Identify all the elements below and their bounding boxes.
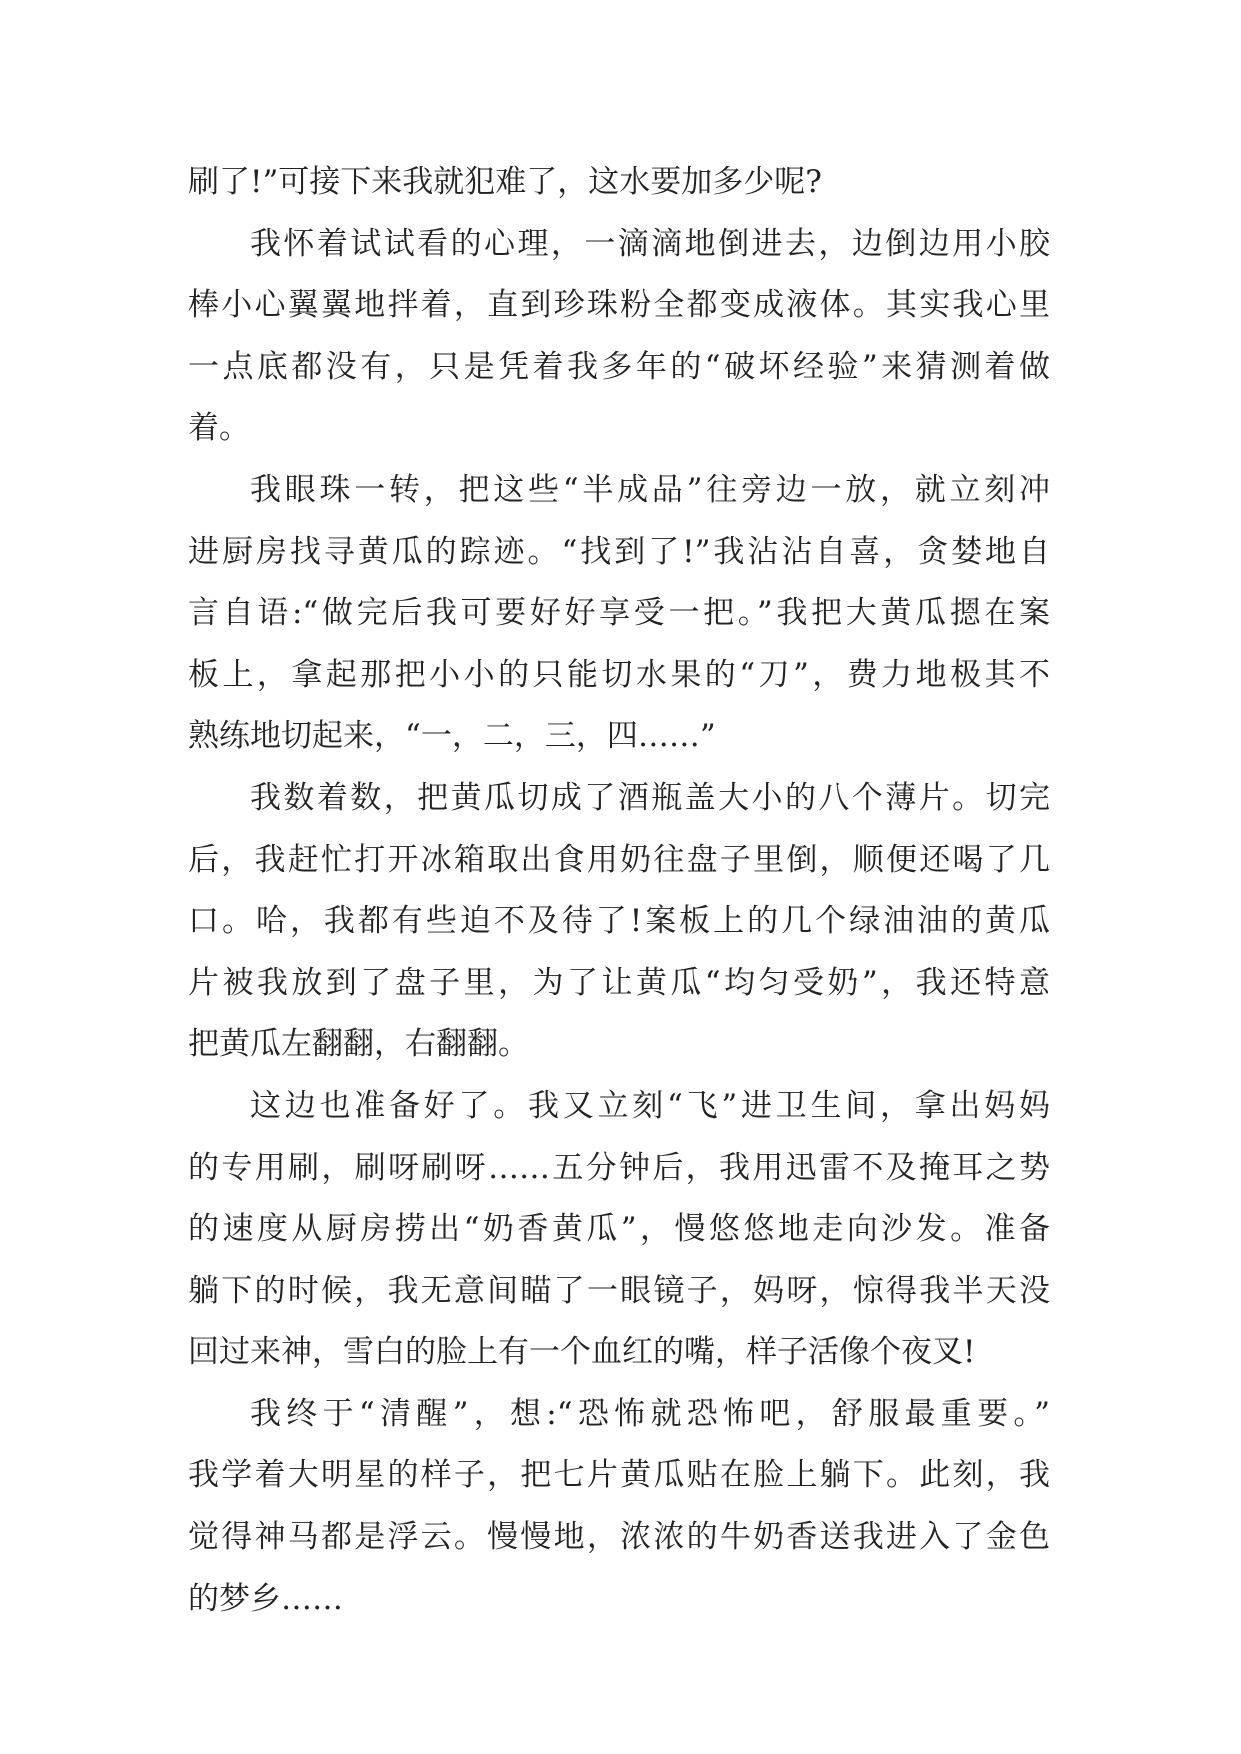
text-line: 我眼珠一转，把这些“半成品”往旁边一放，就立刻冲 <box>250 471 1050 508</box>
text-line: 躺下的时候，我无意间瞄了一眼镜子，妈呀，惊得我半天没 <box>188 1272 1050 1309</box>
text-line: 棒小心翼翼地拌着，直到珍珠粉全都变成液体。其实我心里 <box>188 287 1050 324</box>
text-line: 觉得神马都是浮云。慢慢地，浓浓的牛奶香送我进入了金色 <box>188 1519 1050 1556</box>
text-line: 熟练地切起来，“一，二，三，四……” <box>188 718 716 755</box>
text-line: 片被我放到了盘子里，为了让黄瓜“均匀受奶”，我还特意 <box>188 964 1050 1001</box>
text-line: 刷了!”可接下来我就犯难了，这水要加多少呢? <box>188 164 822 200</box>
text-line: 口。哈，我都有些迫不及待了!案板上的几个绿油油的黄瓜 <box>188 903 1050 940</box>
text-line: 我终于“清醒”，想:“恐怖就恐怖吧，舒服最重要。” <box>250 1395 1050 1432</box>
text-line: 一点底都没有，只是凭着我多年的“破坏经验”来猜测着做 <box>188 348 1050 385</box>
text-line: 着。 <box>188 410 250 447</box>
text-line: 我怀着试试看的心理，一滴滴地倒进去，边倒边用小胶 <box>250 225 1050 262</box>
body-text <box>188 152 1050 1630</box>
text-line: 这边也准备好了。我又立刻“飞”进卫生间，拿出妈妈 <box>250 1087 1050 1124</box>
text-line: 我学着大明星的样子，把七片黄瓜贴在脸上躺下。此刻，我 <box>188 1457 1050 1494</box>
text-line: 后，我赶忙打开冰箱取出食用奶往盘子里倒，顺便还喝了几 <box>188 841 1050 878</box>
text-line: 的梦乡…… <box>188 1580 343 1617</box>
text-line: 言自语:“做完后我可要好好享受一把。”我把大黄瓜摁在案 <box>188 595 1050 632</box>
text-line: 进厨房找寻黄瓜的踪迹。“找到了!”我沾沾自喜，贪婪地自 <box>188 533 1050 570</box>
text-line: 的速度从厨房捞出“奶香黄瓜”，慢悠悠地走向沙发。准备 <box>188 1211 1050 1248</box>
text-line: 回过来神，雪白的脸上有一个血红的嘴，样子活像个夜叉! <box>188 1334 976 1371</box>
text-line: 我数着数，把黄瓜切成了酒瓶盖大小的八个薄片。切完 <box>250 779 1050 816</box>
text-line: 把黄瓜左翻翻，右翻翻。 <box>188 1026 529 1063</box>
text-line: 板上，拿起那把小小的只能切水果的“刀”，费力地极其不 <box>188 656 1050 693</box>
text-line: 的专用刷，刷呀刷呀……五分钟后，我用迅雷不及掩耳之势 <box>188 1149 1050 1186</box>
